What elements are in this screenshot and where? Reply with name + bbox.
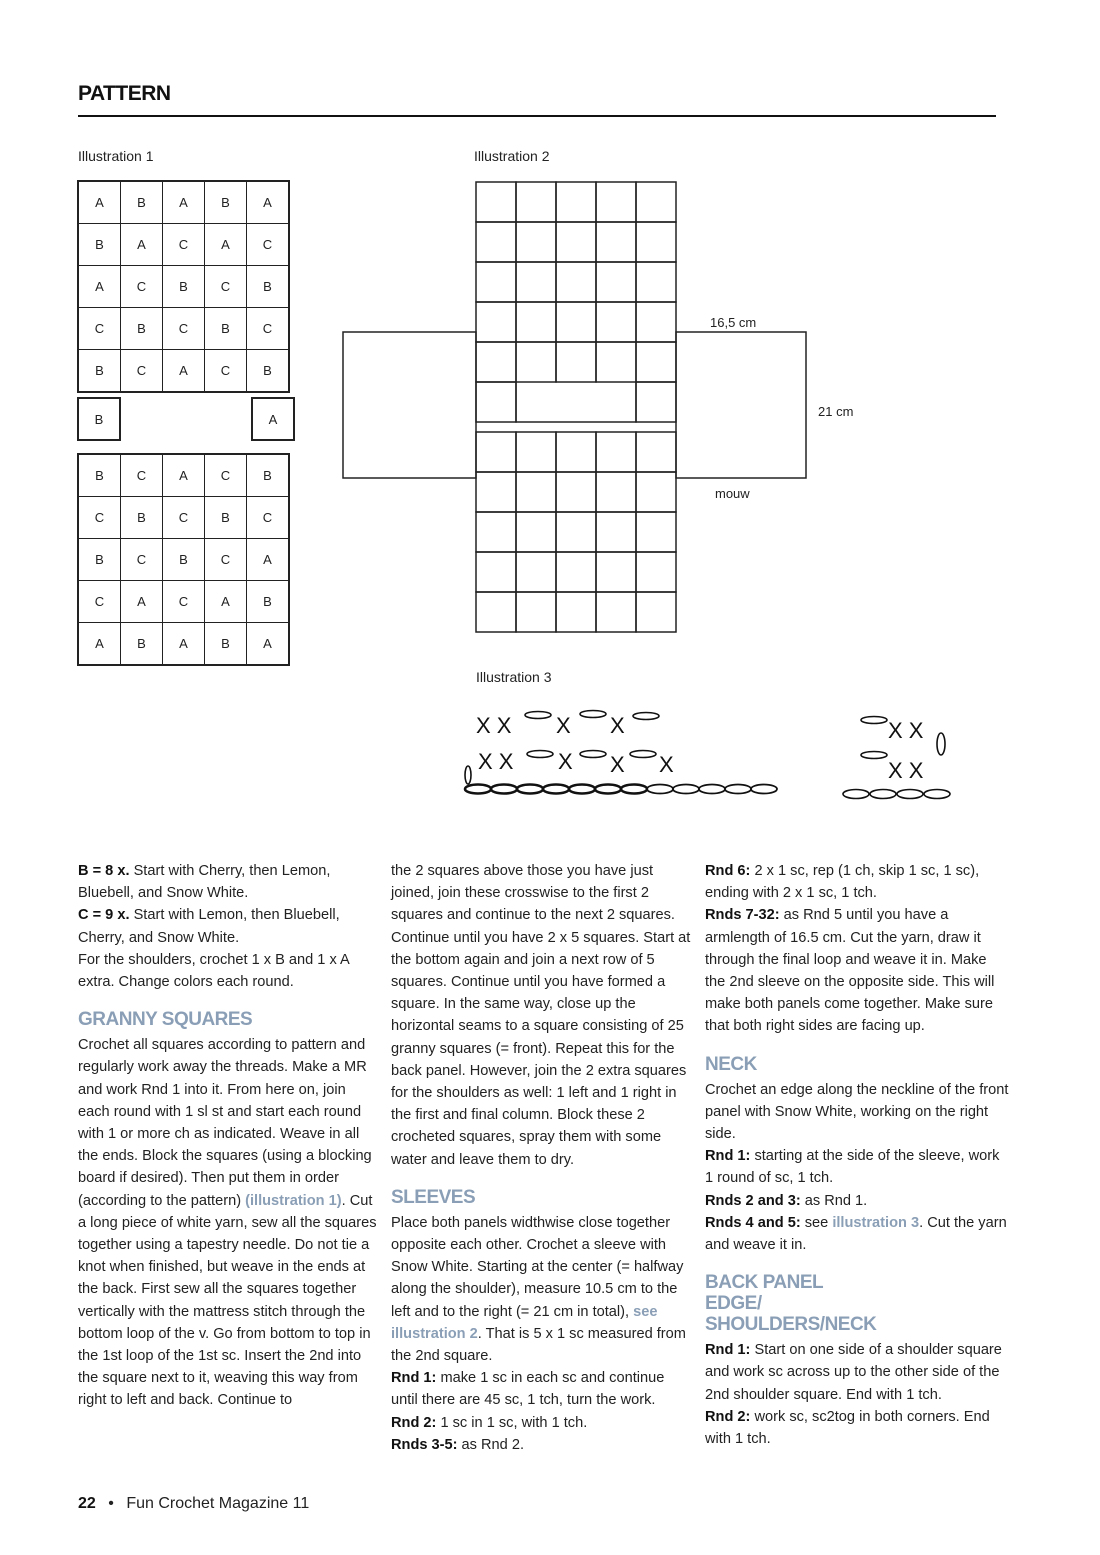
body-grid-cell	[636, 342, 676, 382]
granny-square-cell: A	[205, 224, 247, 266]
granny-square-cell: A	[163, 350, 205, 393]
svg-text:X: X	[610, 713, 625, 738]
chain-stitch	[673, 785, 699, 794]
grid-row	[78, 224, 289, 266]
granny-square-cell: C	[121, 454, 163, 497]
chain-stitch	[517, 785, 543, 794]
grid-row	[78, 266, 289, 308]
sleeve-width-label: 16,5 cm	[710, 315, 757, 330]
granny-square-cell: A	[247, 181, 290, 224]
granny-square-cell: A	[163, 454, 205, 497]
granny-text-1: Crochet all squares according to pattern and regularly work away the threads. Make a MR and work Rnd 1 into it. From here on, join each round with 1 sl st and start each round with 1 or more ch as indicated. Weave in all the ends. Block the squares (using a blocking board if desired). Then put them in order (according to the pattern)	[78, 1037, 372, 1209]
round-label: Rnds 7-32:	[705, 907, 780, 924]
sleeves-text-1: Place both panels widthwise close together opposite each other. Crochet a sleeve with Snow White. Starting at the center (= halfway along the shoulder), measure 10.5 cm to the left and to the right (= 21 cm in total),	[391, 1214, 684, 1320]
body-grid-cell	[636, 512, 676, 552]
grid-row	[78, 454, 289, 497]
grid-row	[78, 539, 289, 581]
granny-square-cell: A	[247, 539, 290, 581]
granny-square-cell: B	[205, 497, 247, 539]
granny-square-cell: A	[163, 181, 205, 224]
round-label: Rnd 1:	[705, 1342, 751, 1359]
granny-square-cell: C	[247, 308, 290, 350]
section-heading-granny-squares: GRANNY SQUARES	[78, 1009, 253, 1031]
round-label: Rnd 6:	[705, 863, 751, 879]
chain-stitch	[647, 785, 673, 794]
body-grid-cell	[476, 182, 516, 222]
round-text: as Rnd 2.	[457, 1436, 525, 1453]
body-grid-cell	[636, 222, 676, 262]
shoulder-square-right: A	[251, 397, 295, 441]
footer-bullet: •	[108, 1495, 114, 1512]
granny-square-cell: B	[163, 539, 205, 581]
granny-square-cell: B	[247, 581, 290, 623]
count-c-label: C = 9 x.	[78, 907, 130, 924]
body-grid-cell	[516, 472, 556, 512]
body-grid-cell	[636, 472, 676, 512]
granny-square-cell: B	[121, 181, 163, 224]
body-grid-cell	[476, 262, 516, 302]
body-grid-cell	[596, 592, 636, 632]
grid-row	[78, 497, 289, 539]
granny-square-cell: B	[121, 623, 163, 666]
section-heading-sleeves: SLEEVES	[391, 1186, 476, 1208]
round-label: Rnds 4 and 5:	[705, 1214, 801, 1231]
chain-stitch	[491, 785, 517, 794]
round-text: . Cut the yarn and weave it in.	[705, 1214, 1007, 1254]
body-grid-cell	[596, 302, 636, 342]
granny-square-cell: B	[121, 497, 163, 539]
title-divider	[78, 115, 996, 117]
granny-square-cell: C	[121, 266, 163, 308]
body-grid-cell	[636, 302, 676, 342]
stitch-detail-row-1: X X	[888, 718, 924, 743]
granny-square-cell: B	[163, 266, 205, 308]
round-text: see	[800, 1214, 833, 1231]
body-grid-cell	[636, 432, 676, 472]
illustration-1-bottom-grid	[77, 453, 290, 666]
body-grid-cell	[476, 472, 516, 512]
round-label: Rnd 2:	[391, 1414, 437, 1431]
text-column-3	[705, 860, 1010, 1450]
chain-stitch	[543, 785, 569, 794]
body-grid-cell	[476, 342, 516, 382]
sleeve-label: mouw	[715, 486, 750, 501]
granny-square-cell: C	[163, 224, 205, 266]
chain-stitch	[621, 785, 647, 794]
granny-square-cell: C	[78, 581, 121, 623]
count-c-text: Start with Lemon, then Bluebell, Cherry, and Snow White.	[78, 907, 340, 946]
body-grid-cell	[596, 512, 636, 552]
page-number: 22	[78, 1495, 96, 1512]
granny-square-cell: C	[78, 308, 121, 350]
stitch-row-2: X X	[478, 749, 514, 774]
chain-stitch	[595, 785, 621, 794]
granny-square-cell: B	[121, 308, 163, 350]
body-grid-cell	[556, 472, 596, 512]
granny-square-cell: A	[205, 581, 247, 623]
svg-text:X: X	[659, 752, 674, 777]
chain-stitch	[725, 785, 751, 794]
body-grid-cell	[516, 512, 556, 552]
granny-square-cell: B	[247, 350, 290, 393]
body-grid-cell	[596, 262, 636, 302]
left-sleeve-outline	[343, 332, 476, 478]
body-grid-cell	[596, 342, 636, 382]
body-grid-cell	[476, 432, 516, 472]
svg-text:X: X	[556, 713, 571, 738]
granny-square-cell: B	[78, 539, 121, 581]
sleeve-height-label: 21 cm	[818, 404, 854, 419]
body-grid-cell	[556, 342, 596, 382]
chain-stitch	[569, 785, 595, 794]
granny-square-cell: C	[205, 266, 247, 308]
svg-text:X: X	[610, 752, 625, 777]
round-label: Rnd 1:	[391, 1370, 437, 1387]
body-grid-cell	[476, 382, 516, 422]
granny-square-cell: B	[205, 308, 247, 350]
illustration-3-stitch-diagram	[450, 700, 970, 810]
sleeves-text-2: . That is 5 x 1 sc measured from the 2nd square.	[391, 1325, 686, 1365]
body-grid-cell	[596, 552, 636, 592]
body-grid-cell	[516, 222, 556, 262]
illustration-2-diagram	[330, 170, 890, 640]
illustration-3-reference[interactable]: illustration 3	[832, 1214, 920, 1231]
page-footer	[78, 1495, 309, 1513]
round-text: as Rnd 5 until you have a armlength of 16.5 cm. Cut the yarn, draw it through the final loop and weave it in. Make the 2nd sleeve on the opposite side. This will make both panels come together. Make sure that both right sides are facing up.	[705, 907, 995, 1035]
body-grid-cell	[596, 432, 636, 472]
round-label: Rnd 2:	[705, 1408, 751, 1425]
granny-square-cell: C	[121, 350, 163, 393]
grid-row	[78, 181, 289, 224]
right-sleeve-outline	[676, 332, 806, 478]
body-grid-cell	[476, 512, 516, 552]
chain-stitch	[465, 785, 491, 794]
granny-square-cell: A	[78, 623, 121, 666]
body-grid-cell	[516, 262, 556, 302]
granny-square-cell: C	[78, 497, 121, 539]
granny-square-cell: B	[247, 266, 290, 308]
turning-chain	[465, 766, 471, 784]
illustration-1-reference[interactable]: (illustration 1)	[245, 1192, 342, 1209]
body-grid-cell	[516, 182, 556, 222]
grid-row	[78, 308, 289, 350]
granny-square-cell: B	[247, 454, 290, 497]
granny-square-cell: B	[78, 224, 121, 266]
granny-continuation: the 2 squares above those you have just joined, join these crosswise to the first 2 squares and continue to the next 2 squares. Continue until you have 2 x 5 squares. Start at the bottom again and join a next row of 5 squares. Continue until you have formed a square. In the same way, close up the horizontal seams to a square consisting of 25 granny squares (= front). Repeat this for the back panel. However, join the 2 extra squares for the shoulders as well: 1 left and 1 right in the first and final column. Block these 2 crocheted squares, spray them with some water and leave them to dry.	[391, 863, 691, 1168]
granny-square-cell: A	[78, 181, 121, 224]
grid-row	[78, 350, 289, 393]
body-grid-cell	[516, 342, 556, 382]
granny-square-cell: A	[247, 623, 290, 666]
granny-square-cell: C	[163, 581, 205, 623]
body-grid-cell	[556, 592, 596, 632]
body-grid-cell	[636, 552, 676, 592]
granny-square-cell: A	[78, 266, 121, 308]
round-text: make 1 sc in each sc and continue until there are 45 sc, 1 tch, turn the work.	[391, 1370, 665, 1409]
granny-text-2: . Cut a long piece of white yarn, sew all the squares together using a tapestry needle. Do not tie a knot when finished, but weave in the ends at the back. First sew all the squares together vertically with the mattress stitch through the bottom loop of the v. Go from bottom to top in the 1st loop of the 1st sc. Insert the 2nd into the square next to it, weaving this way from right to left and back. Continue to	[78, 1192, 377, 1409]
round-label: Rnd 1:	[705, 1148, 751, 1165]
round-text: 1 sc in 1 sc, with 1 tch.	[436, 1414, 588, 1431]
body-grid-cell	[596, 222, 636, 262]
body-grid-cell	[556, 222, 596, 262]
stitch-row-1: X X	[476, 713, 512, 738]
round-label: Rnds 2 and 3:	[705, 1192, 801, 1209]
granny-square-cell: C	[163, 308, 205, 350]
granny-square-cell: C	[205, 454, 247, 497]
shoulder-square-left: B	[77, 397, 121, 441]
count-b-text: Start with Cherry, then Lemon, Bluebell, and Snow White.	[78, 863, 331, 902]
body-grid-cell	[516, 432, 556, 472]
round-text: Start on one side of a shoulder square and work sc across up to the other side of the 2nd shoulder square. End with 1 tch.	[705, 1342, 1002, 1403]
body-grid-cell	[476, 552, 516, 592]
body-grid-cell	[476, 302, 516, 342]
round-text: as Rnd 1.	[800, 1192, 868, 1209]
chain-stitch	[751, 785, 777, 794]
body-grid-cell	[596, 182, 636, 222]
illustration-2-caption: Illustration 2	[474, 148, 550, 164]
granny-square-cell: A	[121, 581, 163, 623]
body-grid-cell	[556, 512, 596, 552]
granny-square-cell: C	[205, 539, 247, 581]
round-text: starting at the side of the sleeve, work 1 round of sc, 1 tch.	[705, 1148, 1000, 1187]
body-grid-cell	[516, 552, 556, 592]
granny-square-cell: A	[121, 224, 163, 266]
body-grid-cell	[556, 552, 596, 592]
granny-square-cell: C	[121, 539, 163, 581]
stitch-detail-row-2: X X	[888, 758, 924, 783]
granny-square-cell: B	[78, 454, 121, 497]
body-grid-cell	[596, 472, 636, 512]
body-grid-cell	[636, 382, 676, 422]
granny-square-cell: C	[205, 350, 247, 393]
granny-square-cell: C	[247, 497, 290, 539]
illustration-1-caption: Illustration 1	[78, 148, 154, 164]
body-grid-cell	[636, 592, 676, 632]
body-grid-cell	[516, 302, 556, 342]
round-text: work sc, sc2tog in both corners. End with 1 tch.	[705, 1408, 990, 1448]
text-column-1	[78, 860, 378, 1412]
shoulders-note: For the shoulders, crochet 1 x B and 1 x A extra. Change colors each round.	[78, 951, 349, 991]
illustration-2-reference[interactable]: see illustration 2	[391, 1303, 658, 1342]
body-grid-cell	[556, 262, 596, 302]
section-heading-neck: NECK	[705, 1053, 757, 1075]
body-grid-cell	[556, 302, 596, 342]
granny-square-cell: B	[205, 623, 247, 666]
body-grid-cell	[556, 182, 596, 222]
granny-square-cell: A	[163, 623, 205, 666]
svg-text:X: X	[558, 749, 573, 774]
body-grid-cell	[636, 262, 676, 302]
round-label: Rnds 3-5:	[391, 1436, 458, 1453]
granny-square-cell: C	[163, 497, 205, 539]
illustration-3-caption: Illustration 3	[476, 669, 552, 685]
section-heading-back-panel: BACK PANEL EDGE/ SHOULDERS/NECK	[705, 1272, 877, 1336]
count-b-label: B = 8 x.	[78, 863, 130, 879]
page-title: PATTERN	[78, 82, 171, 105]
grid-row	[78, 581, 289, 623]
body-grid-cell	[556, 432, 596, 472]
foundation-chain-row	[465, 785, 777, 794]
granny-square-cell: C	[247, 224, 290, 266]
chain-stitch	[525, 712, 551, 719]
granny-square-cell: B	[205, 181, 247, 224]
body-grid-cell	[476, 222, 516, 262]
text-column-2	[391, 860, 693, 1456]
body-grid-cell	[636, 182, 676, 222]
chain-stitch	[699, 785, 725, 794]
magazine-name: Fun Crochet Magazine 11	[126, 1495, 310, 1512]
grid-row	[78, 623, 289, 666]
granny-square-cell: B	[78, 350, 121, 393]
illustration-1-top-grid	[77, 180, 290, 393]
body-grid-cell	[476, 592, 516, 632]
round-text: 2 x 1 sc, rep (1 ch, skip 1 sc, 1 sc), ending with 2 x 1 sc, 1 tch.	[705, 863, 980, 902]
neck-intro: Crochet an edge along the neckline of the front panel with Snow White, working on the right side.	[705, 1081, 1009, 1143]
body-grid-cell	[516, 592, 556, 632]
